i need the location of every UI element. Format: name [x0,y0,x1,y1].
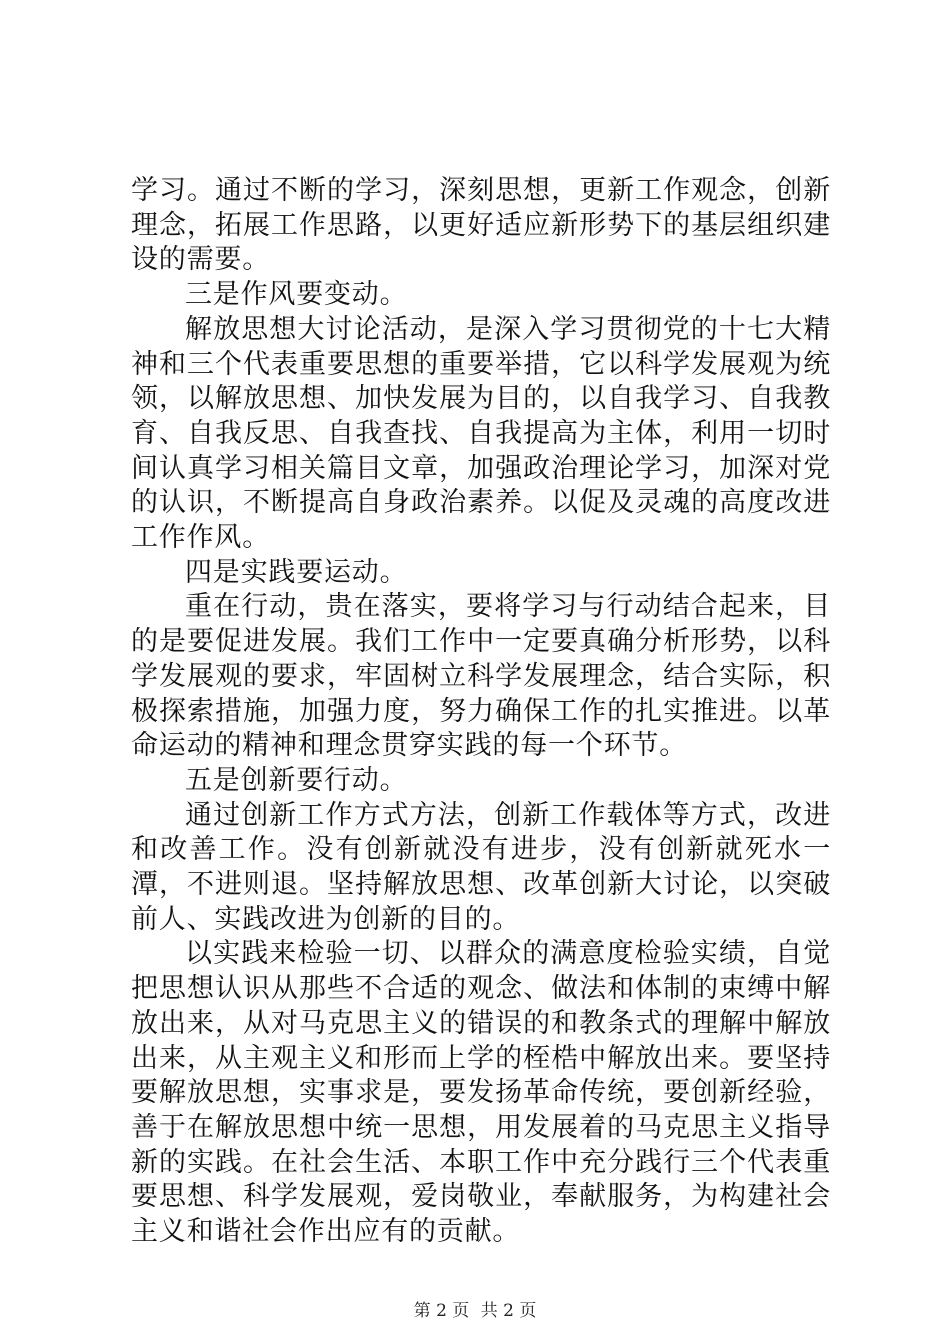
section-heading-practice: 四是实践要运动。 [185,556,408,588]
page-number: 第 2 页 [413,1301,470,1321]
paragraph-innovation: 通过创新工作方式方法，创新工作载体等方式，改进和改善工作。没有创新就没有进步，没有创新就死水一潭，不进则退。坚持解放思想、改革创新大讨论，以突破前人、实践改进为创新的目的。 [131,799,831,935]
page-total: 共 2 页 [480,1301,537,1321]
paragraph-style: 解放思想大讨论活动，是深入学习贯彻党的十七大精神和三个代表重要思想的重要举措，它以科学发展观为统领，以解放思想、加快发展为目的，以自我学习、自我教育、自我反思、自我查找、自我提高为主体，利用一切时间认真学习相关篇目文章，加强政治理论学习，加深对党的认识，不断提高自身政治素养。以促及灵魂的高度改进工作作风。 [131,313,831,554]
section-heading-style: 三是作风要变动。 [185,279,408,311]
page-footer [0,1296,950,1321]
document-body [131,174,831,1250]
paragraph-practice: 重在行动，贵在落实，要将学习与行动结合起来，目的是要促进发展。我们工作中一定要真确分析形势，以科学发展观的要求，牢固树立科学发展理念，结合实际，积极探索措施，加强力度，努力确保工作的扎实推进。以革命运动的精神和理念贯穿实践的每一个环节。 [131,591,831,762]
paragraph-continuation: 学习。通过不断的学习，深刻思想，更新工作观念，创新理念，拓展工作思路，以更好适应新形势下的基层组织建设的需要。 [131,175,831,276]
section-heading-innovation: 五是创新要行动。 [185,764,408,796]
paragraph-conclusion: 以实践来检验一切、以群众的满意度检验实绩，自觉把思想认识从那些不合适的观念、做法和体制的束缚中解放出来，从对马克思主义的错误的和教条式的理解中解放出来，从主观主义和形而上学的桎梏中解放出来。要坚持要解放思想，实事求是，要发扬革命传统，要创新经验，善于在解放思想中统一思想，用发展着的马克思主义指导新的实践。在社会生活、本职工作中充分践行三个代表重要思想、科学发展观，爱岗敬业，奉献服务，为构建社会主义和谐社会作出应有的贡献。 [131,938,831,1248]
